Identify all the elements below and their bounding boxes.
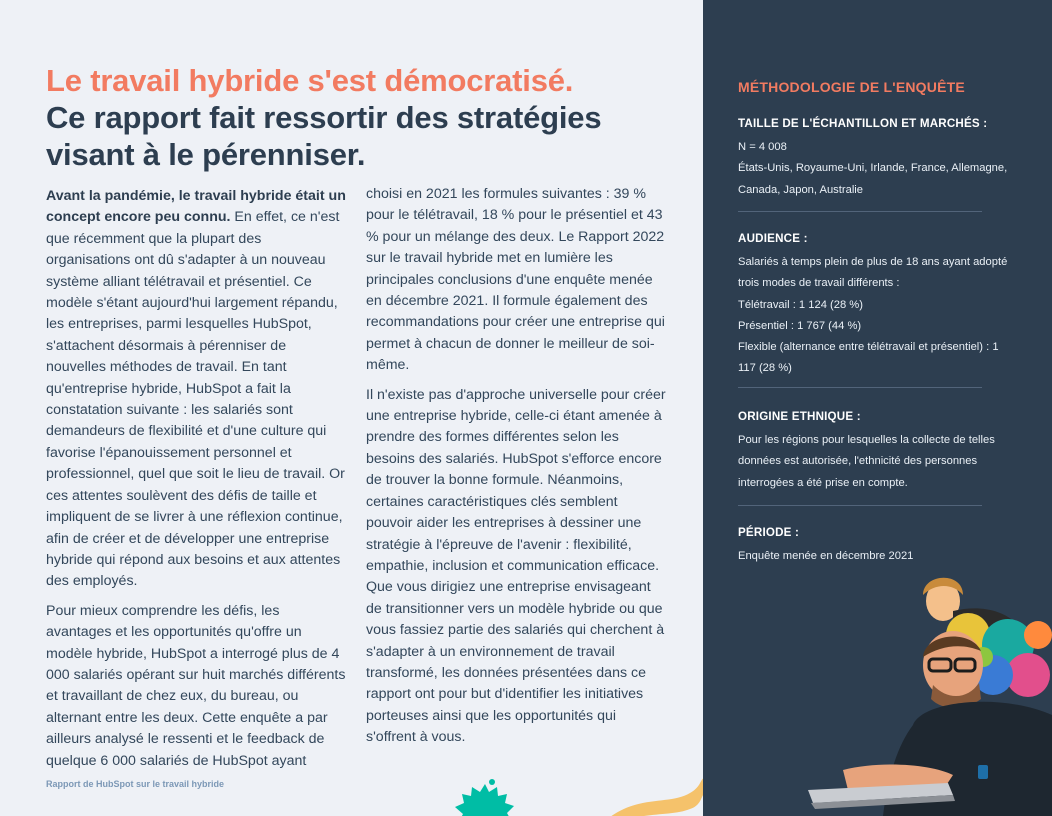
body-paragraph: Pour mieux comprendre les défis, les avantages et les opportunités qu'offre un modèle hybride, HubSpot a interrogé plus de 4 000 salariés opérant sur huit marchés différents et travaillant de chez eux, du bureau, ou alternant entre les deux. Cette enquête a par ailleurs analysé le ressenti et le feedback de quelque 6 000 salariés de HubSpot ayant: [46, 602, 346, 769]
audience-office: Présentiel : 1 767 (44 %): [738, 319, 862, 332]
body-paragraph: Il n'existe pas d'approche universelle pour créer une entreprise hybride, celle-ci étant amenée à prendre des formes différentes selon les besoins des salariés. HubSpot s'efforce encore de trouver la bonne formule. Néanmoins, certaines caractéristiques clés semblent pouvoir aider les entreprises à dessiner une stratégie à l'épreuve de l'avenir : flexibilité, empathie, inclusion et communication efficace. Que vous dirigiez une entreprise envisageant de transitionner vers un modèle hybride ou que vous fassiez partie des salariés qui cherchent à s'adapter à un environnement de travail transformé, les données présentées dans ce rapport ont pour but d'identifier les initiatives porteuses ainsi que les opportunités qui s'offrent à vous.: [366, 386, 666, 746]
footer-note: Rapport de HubSpot sur le travail hybride: [46, 779, 225, 789]
title-line-accent: Le travail hybride s'est démocratisé.: [46, 63, 574, 98]
paragraph-text: En effet, ce n'est que récemment que la plupart des organisations ont dû s'adapter à un nouveau système alliant télétravail et présentiel. Ce modèle s'étant aujourd'hui largement répandu, les entreprises, parmi lesquelles HubSpot, s'attachent désormais à pérenniser de nouvelles méthodes de travail. En tant qu'entreprise hybride, HubSpot a fait la constatation suivante : les salariés sont demandeurs de flexibilité et d'une culture qui favorise l'épanouissement personnel et professionnel, quel que soit le lieu de travail. Or ces attentes soulèvent des défis de taille et impliquent de se livrer à une réflexion continue, afin de créer et de développer une entreprise hybride qui répond aux besoins et aux attentes des employés.: [46, 209, 345, 590]
audience-description: Salariés à temps plein de plus de 18 ans ayant adopté trois modes de travail différents :: [738, 256, 1008, 290]
section-divider: [738, 505, 982, 506]
body-paragraph: [46, 186, 346, 593]
body-column-1: [46, 186, 346, 780]
ethnicity-description: Pour les régions pour lesquelles la collecte de telles données est autorisée, l'ethnicité des personnes interrogées a été prise en compte.: [738, 434, 995, 489]
audience-remote: Télétravail : 1 124 (28 %): [738, 298, 863, 311]
lead-in-text: Avant la pandémie, le travail hybride était un concept encore peu connu.: [46, 188, 346, 226]
ethnicity-heading: ORIGINE ETHNIQUE :: [738, 410, 861, 423]
audience-flexible: Flexible (alternance entre télétravail et présentiel) : 1 117 (28 %): [738, 341, 999, 375]
title-line-main: Ce rapport fait ressortir des stratégies visant à le pérenniser.: [46, 100, 602, 172]
audience-section: [738, 228, 1018, 379]
sample-markets: États-Unis, Royaume-Uni, Irlande, France, Allemagne, Canada, Japon, Australie: [738, 162, 1008, 196]
ribbon-decoration: [600, 755, 703, 816]
methodology-title: MÉTHODOLOGIE DE L'ENQUÊTE: [738, 79, 965, 95]
section-divider: [738, 387, 982, 388]
period-heading: PÉRIODE :: [738, 526, 800, 539]
period-section: [738, 522, 1018, 567]
body-column-2: [366, 184, 668, 757]
section-divider: [738, 211, 982, 212]
ethnicity-section: [738, 406, 1018, 494]
teal-blob-decoration: [452, 778, 518, 816]
family-photo: [803, 565, 1052, 816]
methodology-sidebar: [703, 0, 1052, 816]
sample-size: N = 4 008: [738, 141, 787, 154]
sample-section: [738, 113, 1018, 201]
audience-heading: AUDIENCE :: [738, 232, 808, 245]
sample-heading: TAILLE DE L'ÉCHANTILLON ET MARCHÉS :: [738, 117, 988, 130]
period-description: Enquête menée en décembre 2021: [738, 550, 914, 563]
page-title: [46, 62, 686, 173]
body-paragraph: choisi en 2021 les formules suivantes : 39 % pour le télétravail, 18 % pour le présentiel et 43 % pour un mélange des deux. Le Rapport 2022 sur le travail hybride met en lumière les principales conclusions d'une enquête menée en décembre 2021. Il formule également des recommandations pour créer une entreprise qui permet à chacun de donner le meilleur de soi-même.: [366, 186, 665, 374]
